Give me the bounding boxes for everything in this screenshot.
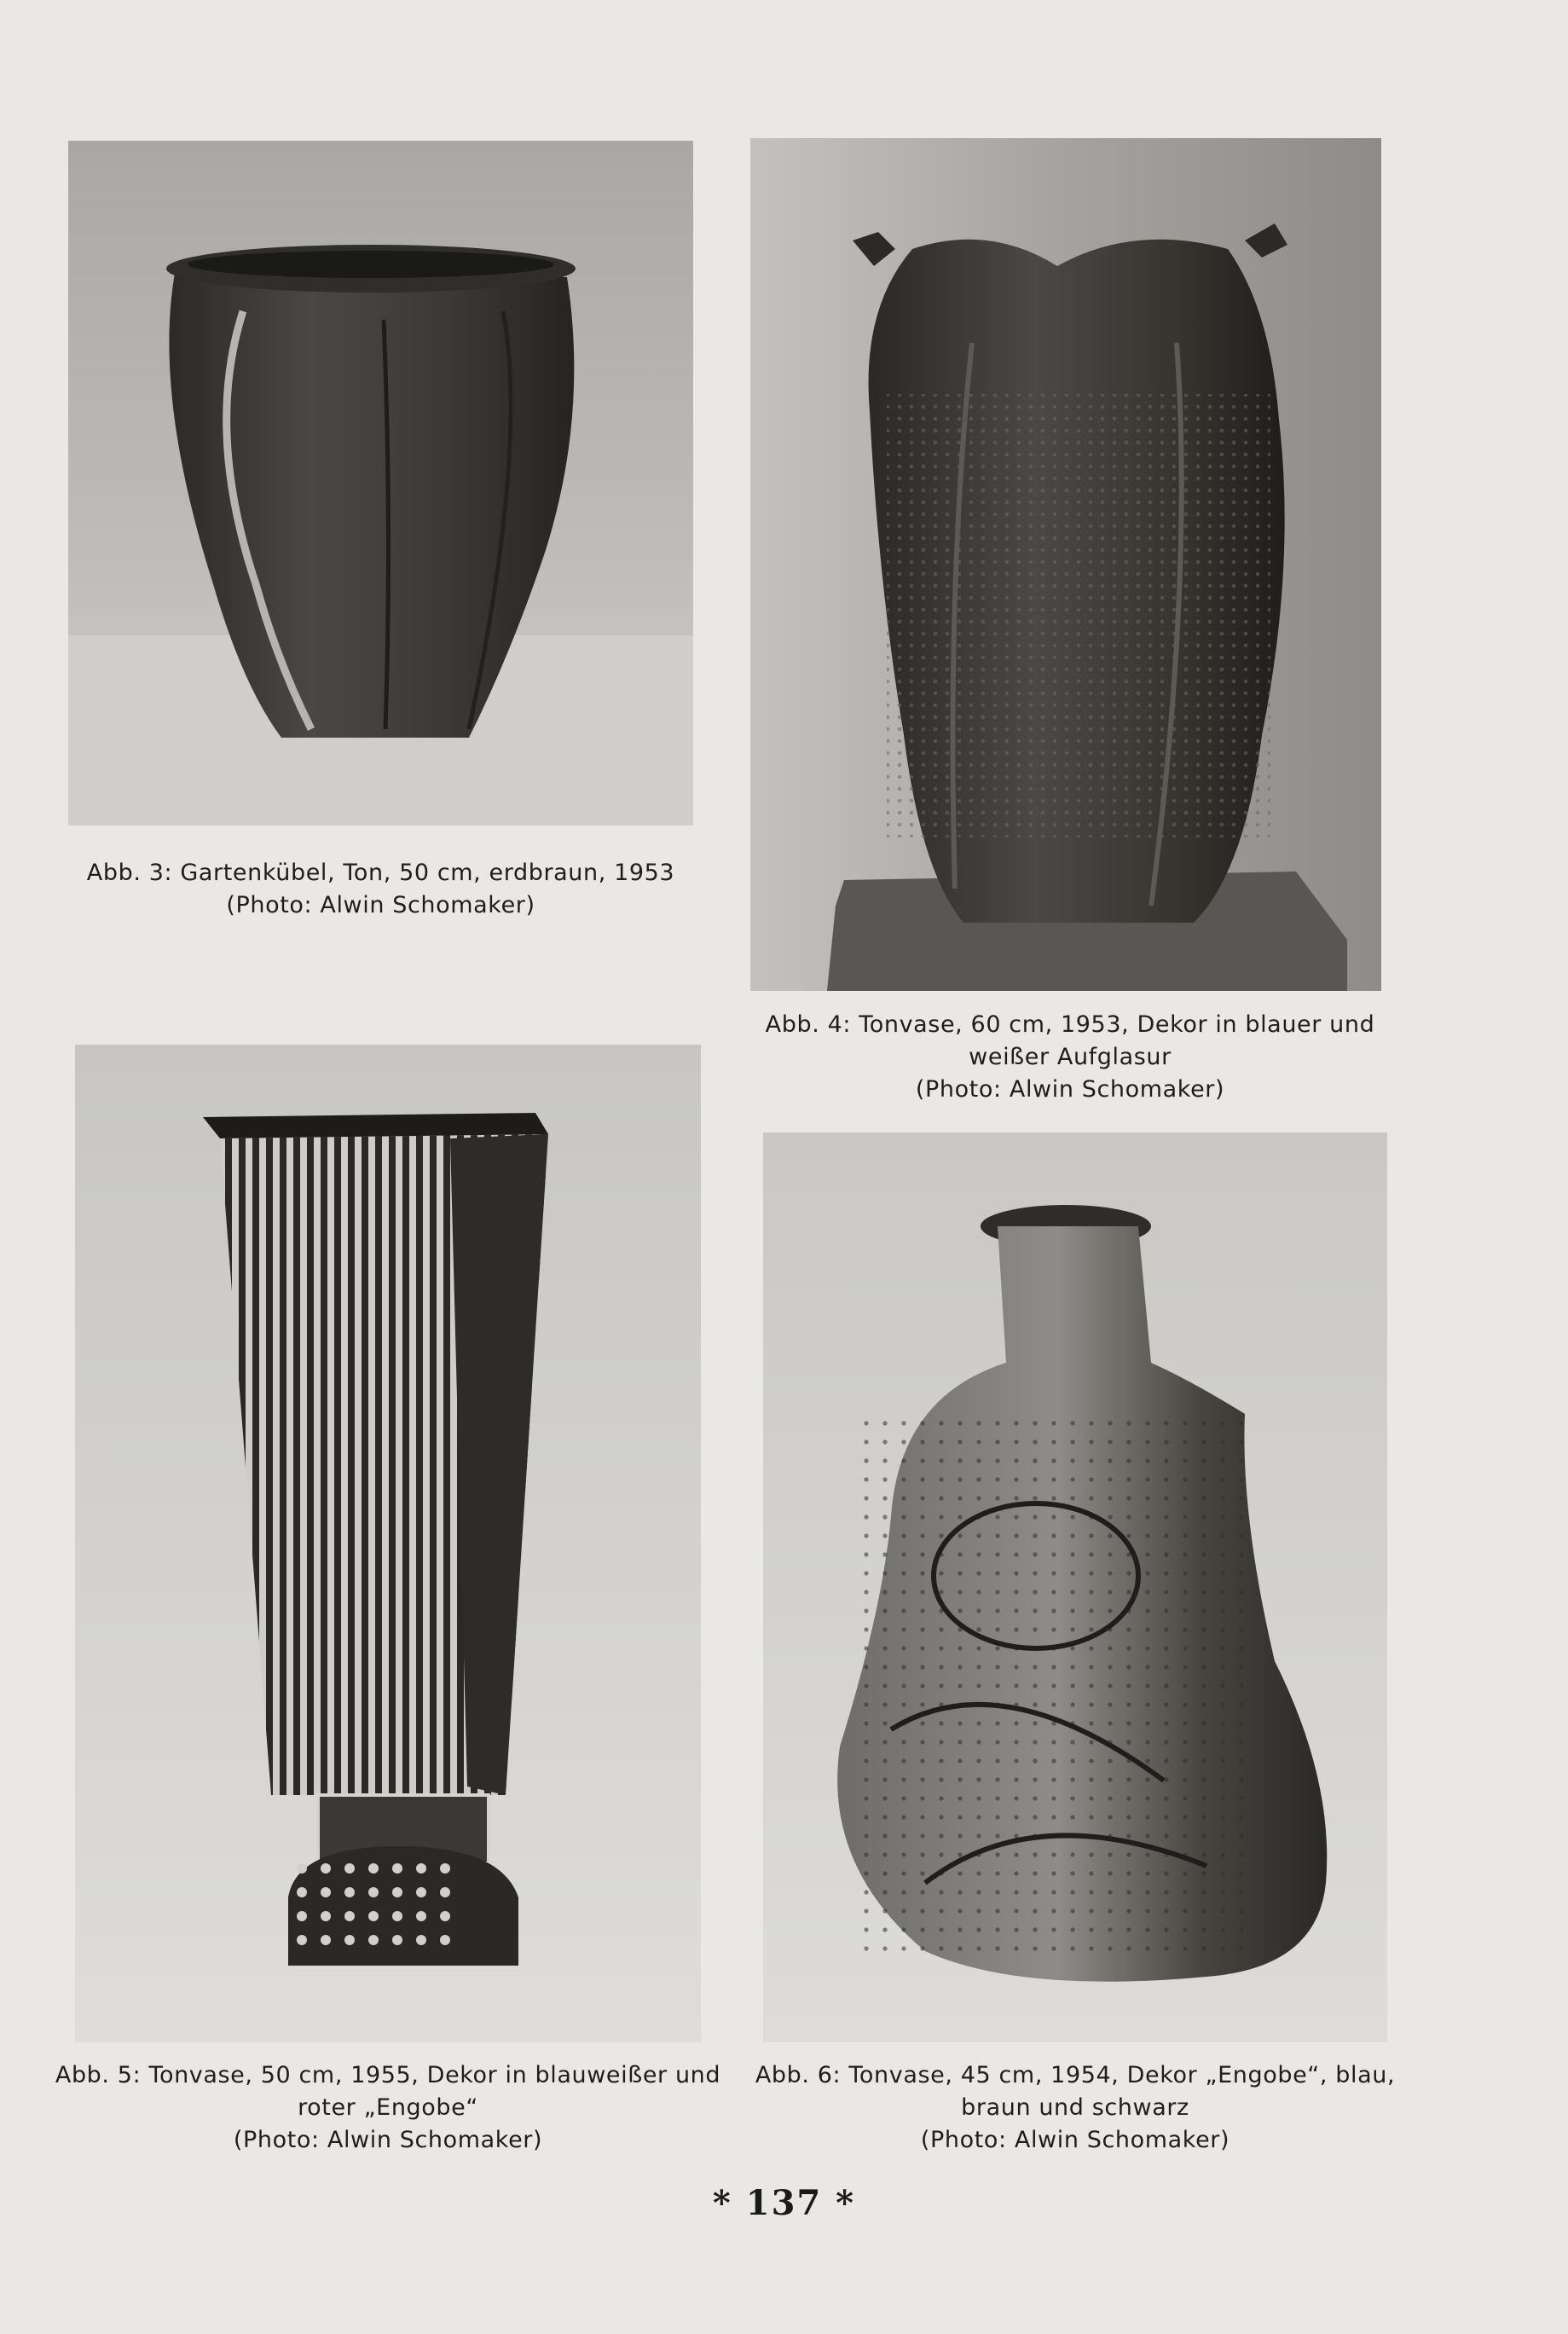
photo-abb3-garden-planter [68,141,693,825]
caption-abb3 [68,857,693,922]
caption-abb4-line-3: (Photo: Alwin Schomaker) [915,1076,1225,1103]
caption-abb4 [733,1009,1407,1106]
caption-abb5 [51,2059,725,2157]
page-number: * 137 * [712,2183,856,2223]
caption-abb5-line-1: Abb. 5: Tonvase, 50 cm, 1955, Dekor in blauweißer und [55,2062,721,2088]
caption-abb6-line-2: braun und schwarz [961,2094,1189,2121]
caption-abb4-line-1: Abb. 4: Tonvase, 60 cm, 1953, Dekor in blauer und [765,1011,1375,1038]
photo-abb6-bottle-vase [763,1132,1387,2042]
photo-abb4-bird-vase [750,138,1381,991]
caption-abb4-line-2: weißer Aufglasur [969,1044,1172,1070]
caption-abb6 [742,2059,1409,2157]
caption-abb5-line-3: (Photo: Alwin Schomaker) [233,2127,543,2153]
photo-abb5-tall-vase [75,1045,701,2042]
caption-abb3-line-2: (Photo: Alwin Schomaker) [226,892,535,918]
caption-abb5-line-2: roter „Engobe“ [298,2094,478,2121]
caption-abb6-line-1: Abb. 6: Tonvase, 45 cm, 1954, Dekor „Engobe“, blau, [755,2062,1396,2088]
caption-abb6-line-3: (Photo: Alwin Schomaker) [920,2127,1230,2153]
caption-abb3-line-1: Abb. 3: Gartenkübel, Ton, 50 cm, erdbraun, 1953 [86,860,675,886]
